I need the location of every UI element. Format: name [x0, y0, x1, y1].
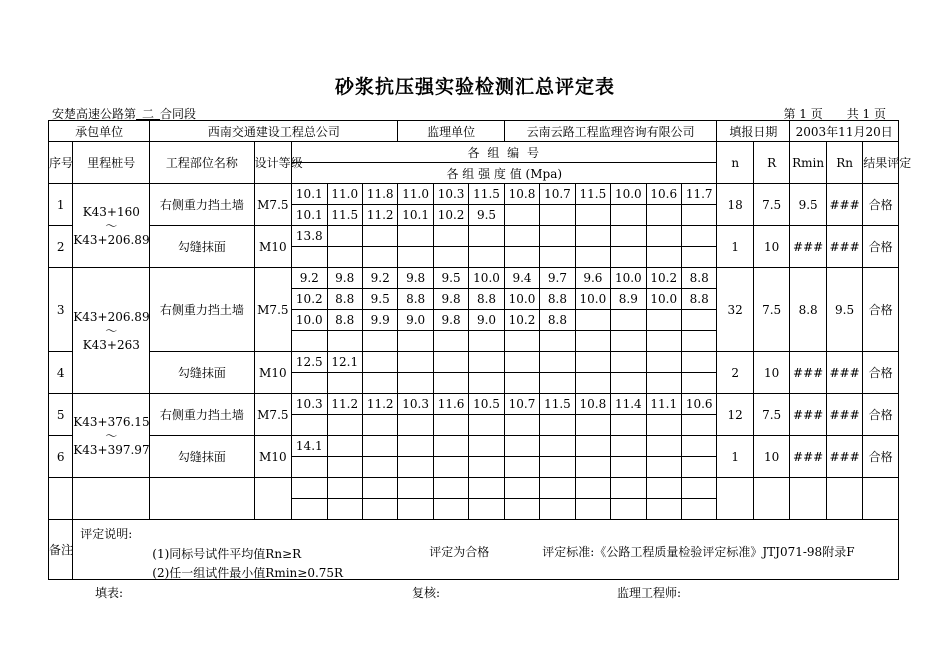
table-row [49, 226, 899, 247]
value-cell: 10.6 [646, 184, 681, 205]
row-seq: 5 [49, 394, 73, 436]
value-cell: 9.5 [433, 268, 468, 289]
section-number: _二_ [136, 107, 161, 121]
header-r: R [753, 142, 789, 184]
row-grade: M7.5 [254, 394, 291, 436]
footer-engineer: 监理工程师: [617, 586, 682, 600]
value-cell: 11.1 [646, 394, 681, 415]
project-suffix: 合同段 [160, 107, 197, 121]
value-cell: 10.3 [292, 394, 327, 415]
value-cell: 13.8 [292, 226, 327, 247]
notes-row [49, 520, 899, 580]
value-cell: 8.8 [681, 268, 717, 289]
station-end: K43+397.97 [73, 442, 150, 457]
header-rmin: Rmin [790, 142, 826, 184]
table-row [49, 352, 899, 373]
row-rn: ### [826, 352, 862, 394]
station-tilde: ～ [105, 323, 118, 338]
value-cell: 10.1 [292, 205, 327, 226]
row-seq: 2 [49, 226, 73, 268]
footer-filled-by: 填表: [95, 586, 124, 600]
value-cell: 14.1 [292, 436, 327, 457]
row-result: 合格 [863, 436, 899, 478]
value-cell: 10.0 [504, 289, 539, 310]
value-cell: 10.6 [681, 394, 717, 415]
value-cell: 12.5 [292, 352, 327, 373]
value-cell: 10.0 [646, 289, 681, 310]
value-cell: 11.2 [362, 394, 397, 415]
value-cell: 10.8 [504, 184, 539, 205]
value-cell: 9.0 [398, 310, 433, 331]
value-cell: 9.8 [433, 310, 468, 331]
header-station: 里程桩号 [73, 142, 150, 184]
row-r: 10 [753, 226, 789, 268]
table-row [49, 394, 899, 415]
station-cell [73, 394, 150, 478]
table-row [49, 436, 899, 457]
row-rn: ### [826, 184, 862, 226]
row-part: 勾缝抹面 [150, 352, 254, 394]
value-cell: 11.0 [398, 184, 433, 205]
value-cell: 8.8 [540, 289, 575, 310]
header-row-1 [49, 142, 899, 163]
value-cell: 10.7 [504, 394, 539, 415]
row-grade: M10 [254, 352, 291, 394]
row-rmin: ### [790, 394, 826, 436]
row-n: 2 [717, 352, 753, 394]
row-part: 勾缝抹面 [150, 436, 254, 478]
value-cell: 10.2 [504, 310, 539, 331]
value-cell: 9.7 [540, 268, 575, 289]
row-result: 合格 [863, 184, 899, 226]
value-cell: 9.4 [504, 268, 539, 289]
value-cell: 11.5 [327, 205, 362, 226]
value-cell: 10.0 [469, 268, 504, 289]
value-cell: 8.8 [540, 310, 575, 331]
page-total: 共 1 页 [846, 107, 886, 121]
value-cell: 10.0 [292, 310, 327, 331]
station-tilde: ～ [105, 218, 118, 233]
row-n: 32 [717, 268, 753, 352]
value-cell: 9.8 [433, 289, 468, 310]
value-cell: 9.9 [362, 310, 397, 331]
row-part: 右侧重力挡土墙 [150, 184, 254, 226]
row-rmin: ### [790, 226, 826, 268]
value-cell: 8.9 [611, 289, 646, 310]
info-row [49, 121, 899, 142]
value-cell: 9.6 [575, 268, 610, 289]
row-r: 10 [753, 352, 789, 394]
table-row [49, 268, 899, 289]
header-grade: 设计等级 [254, 142, 291, 184]
value-cell: 10.3 [398, 394, 433, 415]
value-cell: 12.1 [327, 352, 362, 373]
page-title: 砂浆抗压强实验检测汇总评定表 [334, 76, 615, 98]
row-part: 右侧重力挡土墙 [150, 268, 254, 352]
row-grade: M7.5 [254, 268, 291, 352]
value-cell: 8.8 [469, 289, 504, 310]
row-rmin: 8.8 [790, 268, 826, 352]
station-end: K43+263 [82, 337, 140, 352]
header-group-no: 各 组 编 号 [292, 142, 717, 163]
header-part: 工程部位名称 [150, 142, 254, 184]
header-n: n [717, 142, 753, 184]
value-cell: 11.4 [611, 394, 646, 415]
date-label: 填报日期 [717, 121, 790, 142]
value-cell: 10.5 [469, 394, 504, 415]
row-result: 合格 [863, 352, 899, 394]
notes-heading: 评定说明: [80, 526, 133, 541]
notes-cell [73, 520, 899, 580]
value-cell: 11.5 [540, 394, 575, 415]
row-seq: 4 [49, 352, 73, 394]
value-cell: 11.7 [681, 184, 717, 205]
value-cell: 8.8 [681, 289, 717, 310]
value-cell: 9.2 [292, 268, 327, 289]
value-cell: 11.5 [469, 184, 504, 205]
value-cell: 10.8 [575, 394, 610, 415]
row-result: 合格 [863, 226, 899, 268]
row-r: 10 [753, 436, 789, 478]
supervisor-value: 云南云路工程监理咨询有限公司 [504, 121, 717, 142]
row-grade: M10 [254, 436, 291, 478]
table-row [49, 184, 899, 205]
row-r: 7.5 [753, 394, 789, 436]
value-cell: 10.1 [398, 205, 433, 226]
supervisor-label: 监理单位 [398, 121, 504, 142]
row-rmin: 9.5 [790, 184, 826, 226]
notes-label: 备注 [49, 520, 73, 580]
value-cell: 10.0 [611, 184, 646, 205]
notes-condition-2: (2)任一组试件最小值Rmin≥0.75R [152, 565, 344, 580]
row-seq: 3 [49, 268, 73, 352]
station-cell [73, 268, 150, 394]
row-rn: 9.5 [826, 268, 862, 352]
row-rn: ### [826, 226, 862, 268]
value-cell: 11.2 [362, 205, 397, 226]
date-value: 2003年11月20日 [790, 121, 899, 142]
value-cell: 10.2 [433, 205, 468, 226]
header-seq: 序号 [49, 142, 73, 184]
station-start: K43+376.15 [73, 414, 150, 429]
notes-verdict: 评定为合格 [429, 544, 490, 559]
row-r: 7.5 [753, 184, 789, 226]
value-cell: 11.5 [575, 184, 610, 205]
contractor-value: 西南交通建设工程总公司 [150, 121, 398, 142]
station-end: K43+206.89 [73, 232, 150, 247]
table-row [49, 478, 899, 499]
value-cell: 10.2 [292, 289, 327, 310]
station-tilde: ～ [105, 428, 118, 443]
header-result: 结果评定 [863, 142, 899, 184]
value-cell: 9.5 [469, 205, 504, 226]
value-cell: 11.0 [327, 184, 362, 205]
station-start: K43+206.89 [73, 309, 150, 324]
value-cell: 11.2 [327, 394, 362, 415]
row-rn: ### [826, 436, 862, 478]
row-n: 1 [717, 436, 753, 478]
value-cell: 9.0 [469, 310, 504, 331]
notes-condition-1: (1)同标号试件平均值Rn≥R [152, 546, 302, 561]
row-n: 18 [717, 184, 753, 226]
value-cell: 9.2 [362, 268, 397, 289]
row-result: 合格 [863, 394, 899, 436]
value-cell: 9.8 [398, 268, 433, 289]
row-n: 1 [717, 226, 753, 268]
row-rmin: ### [790, 436, 826, 478]
value-cell: 10.2 [646, 268, 681, 289]
header-rn: Rn [826, 142, 862, 184]
row-part: 勾缝抹面 [150, 226, 254, 268]
value-cell: 11.8 [362, 184, 397, 205]
row-n: 12 [717, 394, 753, 436]
station-start: K43+160 [82, 204, 140, 219]
page-number: 第 1 页 [783, 107, 823, 121]
value-cell: 10.0 [575, 289, 610, 310]
footer-reviewed: 复核: [412, 586, 441, 600]
value-cell: 11.6 [433, 394, 468, 415]
value-cell: 10.1 [292, 184, 327, 205]
value-cell: 10.7 [540, 184, 575, 205]
row-r: 7.5 [753, 268, 789, 352]
row-seq: 1 [49, 184, 73, 226]
row-rmin: ### [790, 352, 826, 394]
row-rn: ### [826, 394, 862, 436]
value-cell: 8.8 [327, 289, 362, 310]
summary-table [48, 120, 912, 580]
header-strength: 各 组 强 度 值 (Mpa) [292, 163, 717, 184]
row-grade: M10 [254, 226, 291, 268]
notes-standard: 评定标准:《公路工程质量检验评定标准》JTJ071-98附录F [542, 544, 855, 559]
station-cell [73, 184, 150, 268]
value-cell: 9.5 [362, 289, 397, 310]
value-cell: 9.8 [327, 268, 362, 289]
row-grade: M7.5 [254, 184, 291, 226]
project-prefix: 安楚高速公路第 [52, 107, 137, 121]
row-result: 合格 [863, 268, 899, 352]
contractor-label: 承包单位 [49, 121, 150, 142]
row-seq: 6 [49, 436, 73, 478]
value-cell: 8.8 [327, 310, 362, 331]
row-part: 右侧重力挡土墙 [150, 394, 254, 436]
value-cell: 10.0 [611, 268, 646, 289]
value-cell: 8.8 [398, 289, 433, 310]
value-cell: 10.3 [433, 184, 468, 205]
